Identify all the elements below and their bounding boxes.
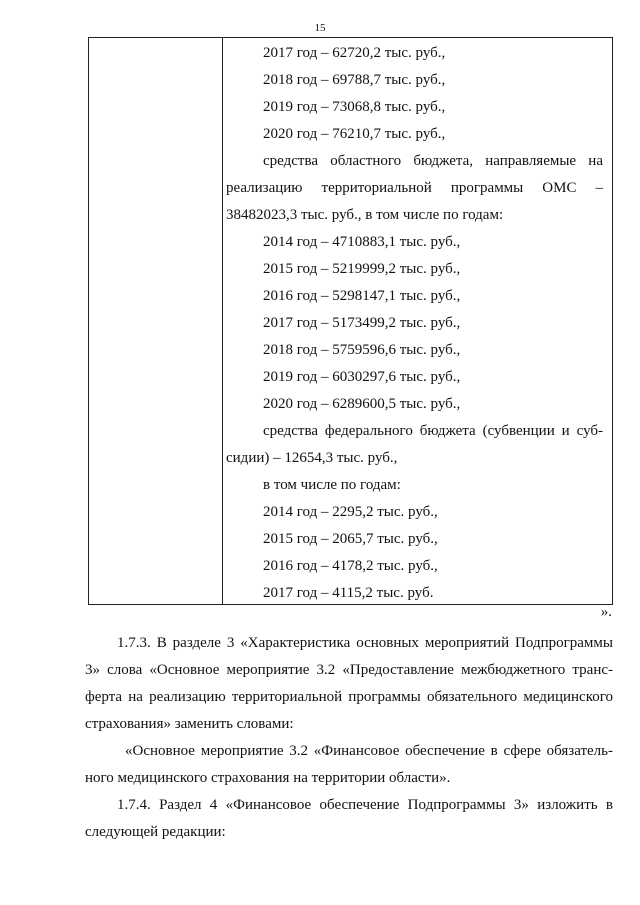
table-line: 2020 год – 76210,7 тыс. руб., bbox=[263, 126, 446, 142]
table-line: сидии) – 12654,3 тыс. руб., bbox=[226, 450, 398, 466]
paragraph-1-7-4 bbox=[85, 792, 613, 846]
paragraph-line: 3» слова «Основное мероприятие 3.2 «Предоставление межбюджетного транс- bbox=[85, 662, 613, 678]
table-line: 2018 год – 69788,7 тыс. руб., bbox=[263, 72, 446, 88]
table-line: 2017 год – 5173499,2 тыс. руб., bbox=[263, 315, 461, 331]
paragraph-replacement bbox=[85, 738, 613, 792]
table-line: 2019 год – 6030297,6 тыс. руб., bbox=[263, 369, 461, 385]
table-line: 2017 год – 4115,2 тыс. руб. bbox=[263, 585, 434, 601]
table-line: в том числе по годам: bbox=[263, 477, 401, 493]
table-line: 2014 год – 4710883,1 тыс. руб., bbox=[263, 234, 461, 250]
paragraph-line: ферта на реализацию территориальной программы обязательного медицинского bbox=[85, 689, 613, 705]
paragraph-line: ного медицинского страхования на территории области». bbox=[85, 770, 451, 786]
table-line: средства федерального бюджета (субвенции и суб- bbox=[263, 423, 603, 439]
table-line: 2020 год – 6289600,5 тыс. руб., bbox=[263, 396, 461, 412]
funding-cell bbox=[223, 38, 612, 607]
funding-table bbox=[88, 37, 613, 605]
table-line: 2016 год – 5298147,1 тыс. руб., bbox=[263, 288, 461, 304]
table-line: 2018 год – 5759596,6 тыс. руб., bbox=[263, 342, 461, 358]
table-line: 2014 год – 2295,2 тыс. руб., bbox=[263, 504, 438, 520]
table-line: 2015 год – 5219999,2 тыс. руб., bbox=[263, 261, 461, 277]
table-line: 38482023,3 тыс. руб., в том числе по годам: bbox=[226, 207, 504, 223]
table-line: 2015 год – 2065,7 тыс. руб., bbox=[263, 531, 438, 547]
table-line: средства областного бюджета, направляемые на bbox=[263, 153, 603, 169]
table-line: 2016 год – 4178,2 тыс. руб., bbox=[263, 558, 438, 574]
page-number: 15 bbox=[314, 22, 326, 34]
closing-quote: ». bbox=[600, 604, 612, 620]
table-line: 2017 год – 62720,2 тыс. руб., bbox=[263, 45, 446, 61]
paragraph-line: страхования» заменить словами: bbox=[85, 716, 294, 732]
table-line: 2019 год – 73068,8 тыс. руб., bbox=[263, 99, 446, 115]
paragraph-line: 1.7.4. Раздел 4 «Финансовое обеспечение Подпрограммы 3» изложить в bbox=[117, 797, 613, 813]
paragraph-line: «Основное мероприятие 3.2 «Финансовое обеспечение в сфере обязатель- bbox=[125, 743, 613, 759]
paragraph-line: 1.7.3. В разделе 3 «Характеристика основных мероприятий Подпрограммы bbox=[117, 635, 613, 651]
paragraph-1-7-3 bbox=[85, 630, 613, 738]
table-line: реализацию территориальной программы ОМС – bbox=[226, 180, 603, 196]
paragraph-line: следующей редакции: bbox=[85, 824, 226, 840]
